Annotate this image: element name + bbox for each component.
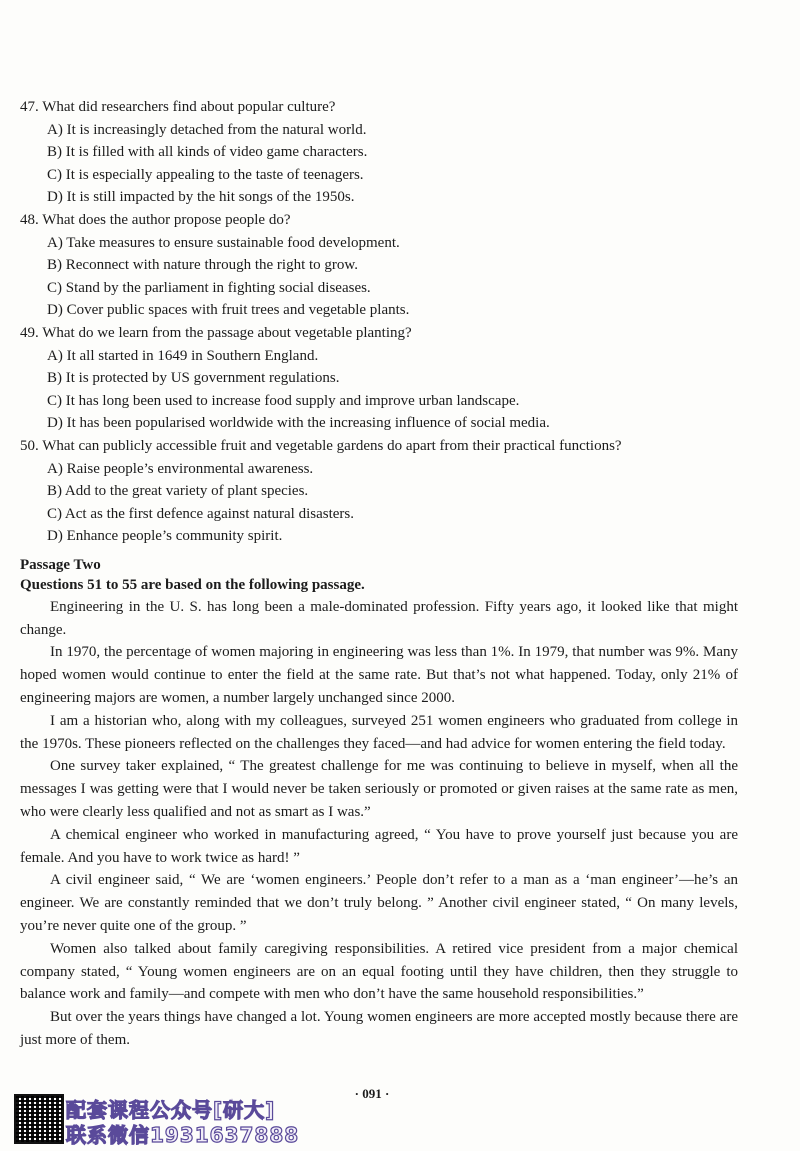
paragraph: One survey taker explained, “ The greatest challenge for me was continuing to believe in myself, when all the messages I was getting were that I would never be taken seriously or promoted or given raises at the same rate as men, who were clearly less qualified and not as smart as I was.” [20,758,738,821]
passage-body [20,596,738,1052]
paragraph: But over the years things have changed a lot. Young women engineers are more accepted mostly because there are just more of them. [20,1009,738,1049]
option-d: D) Enhance people’s community spirit. [47,528,283,545]
paragraph: Engineering in the U. S. has long been a male-dominated profession. Fifty years ago, it looked like that might change. [20,598,738,638]
option-d: D) It is still impacted by the hit songs of the 1950s. [47,189,355,206]
option-a: A) It is increasingly detached from the natural world. [47,121,367,138]
question-stem: 50. What can publicly accessible fruit and vegetable gardens do apart from their practical functions? [20,437,622,454]
option-b: B) Reconnect with nature through the right to grow. [47,257,359,274]
option-a: A) Raise people’s environmental awareness. [47,460,314,477]
page-number: · 091 · [354,1086,390,1101]
option-c: C) It has long been used to increase food supply and improve urban landscape. [47,392,520,409]
question-stem: 48. What does the author propose people do? [20,211,291,228]
option-c: C) Stand by the parliament in fighting social diseases. [47,279,371,296]
question-47 [20,96,738,209]
page-content [20,96,738,1052]
option-b: B) It is filled with all kinds of video game characters. [47,144,368,161]
qr-code-icon [14,1094,64,1144]
question-stem: 47. What did researchers find about popular culture? [20,99,336,115]
paragraph: A chemical engineer who worked in manufacturing agreed, “ You have to prove yourself just because you are female. And you have to work twice as hard! ” [20,826,738,866]
question-48 [20,209,738,322]
option-c: C) It is especially appealing to the taste of teenagers. [47,166,364,183]
question-stem: 49. What do we learn from the passage about vegetable planting? [20,324,412,341]
watermark-line-2: 联系微信1931637888 [66,1123,300,1147]
question-50 [20,435,738,548]
option-d: D) It has been popularised worldwide with the increasing influence of social media. [47,415,550,432]
option-c: C) Act as the first defence against natural disasters. [47,505,354,522]
paragraph: I am a historian who, along with my colleagues, surveyed 251 women engineers who graduated from college in the 1970s. These pioneers reflected on the challenges they faced—and had advice for women entering the field today. [20,712,738,752]
option-a: A) It all started in 1649 in Southern England. [47,347,319,364]
passage-subtitle: Questions 51 to 55 are based on the following passage. [20,576,365,593]
watermark [14,1094,314,1146]
paragraph: Women also talked about family caregiving responsibilities. A retired vice president from a major chemical company stated, “ Young women engineers are on an equal footing until they have children, then they struggle to balance work and family—and compete with men who don’t have the same household responsibilities.” [20,940,738,1003]
option-b: B) Add to the great variety of plant species. [47,483,309,500]
option-a: A) Take measures to ensure sustainable food development. [47,234,400,251]
paragraph: In 1970, the percentage of women majoring in engineering was less than 1%. In 1979, that number was 9%. Many hoped women would continue to enter the field at the same rate. But that’s not what happened. Today, only 21% of engineering majors are women, a number largely unchanged since 2000. [20,644,738,707]
question-49 [20,322,738,435]
option-b: B) It is protected by US government regulations. [47,370,340,387]
passage-title: Passage Two [20,556,101,573]
watermark-line-1: 配套课程公众号[研大] [66,1098,276,1122]
option-d: D) Cover public spaces with fruit trees and vegetable plants. [47,302,410,319]
paragraph: A civil engineer said, “ We are ‘women engineers.’ People don’t refer to a man as a ‘man engineer’—he’s an engineer. We are constantly reminded that we don’t truly belong. ” Another civil engineer stated, “ On many levels, you’re never quite one of the group. ” [20,872,738,935]
